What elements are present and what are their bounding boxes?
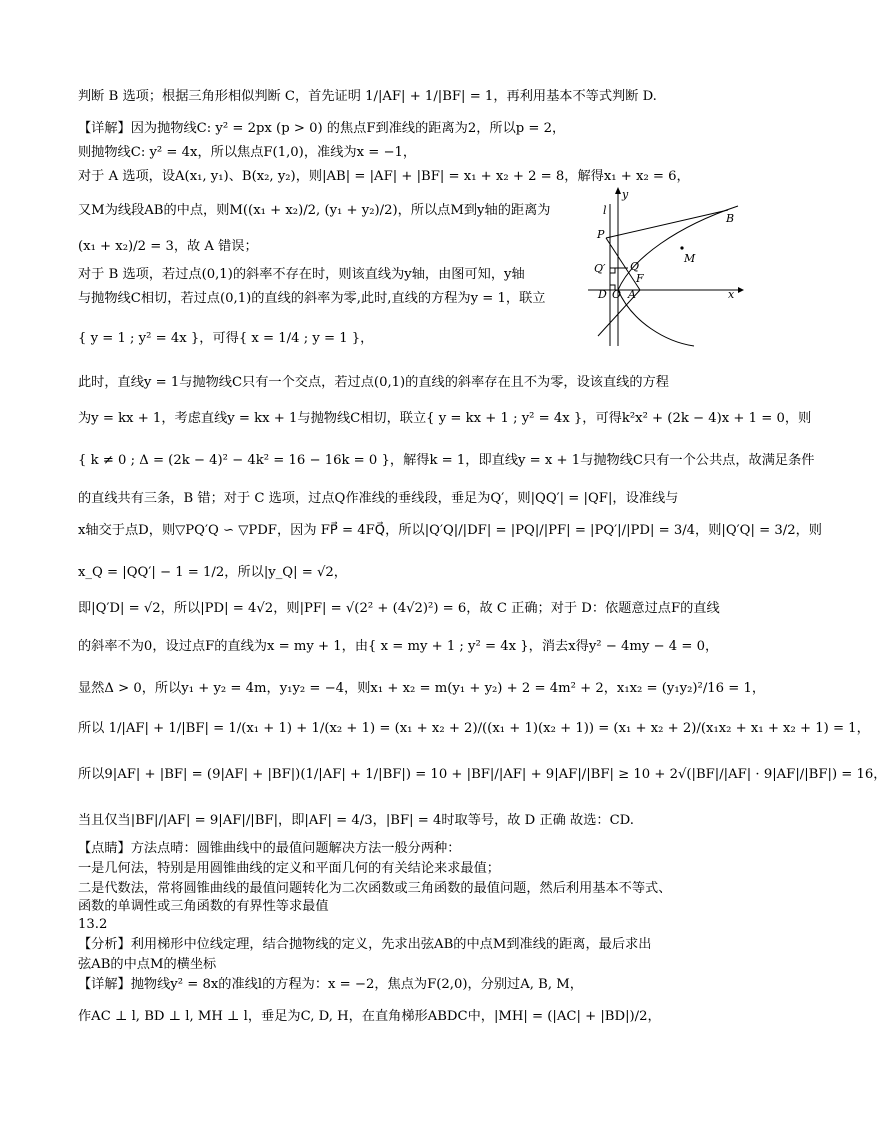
label-Qprime: Q′ [594,262,606,275]
line-PFB [606,210,728,238]
text-line-2: 【详解】因为抛物线C: y² = 2px (p > 0) 的焦点F到准线的距离为2，所以p = 2， [78,121,566,136]
text-line-13: 的直线共有三条，B 错；对于 C 选项，过点Q作准线的垂线段，垂足为Q′，则|QQ′| = |QF|，设准线与 [78,491,679,506]
point-M [680,246,683,249]
text-line-21: 当且仅当|BF|/|AF| = 9|AF|/|BF|，即|AF| = 4/3，|BF| = 4时取等号，故 D 正确 故选：CD. [78,813,634,828]
text-line-23: 一是几何法，特别是用圆锥曲线的定义和平面几何的有关结论来求最值； [78,861,500,876]
label-P: P [597,228,605,241]
label-Q: Q [630,260,640,273]
text-line-14: x轴交于点D，则▽PQ′Q ∽ ▽PDF，因为 FP⃗ = 4FQ⃗，所以|Q′Q|/|DF| = |PQ|/|PF| = |PQ′|/|PD| = 3/4，则|Q′Q| = 3/2，则 [78,523,822,538]
label-F: F [636,272,644,285]
label-y: y [622,188,629,201]
text-line-11: 为y = kx + 1，考虑直线y = kx + 1与抛物线C相切，联立{ y = kx + 1 ; y² = 4x }，可得k²x² + (2k − 4)x + 1 = 0，则 [78,411,812,426]
section-number: 13.2 [78,917,108,932]
text-line-25: 函数的单调性或三角函数的有界性等求最值 [78,899,329,914]
label-O: O [612,288,622,301]
text-line-22: 【点睛】方法点晴：圆锥曲线中的最值问题解决方法一般分两种： [78,841,461,856]
text-line-24: 二是代数法，常将圆锥曲线的最值问题转化为二次函数或三角函数的最值问题，然后利用基本不等式、 [78,881,672,896]
parabola-figure [588,186,748,346]
y-axis-arrow [615,187,621,194]
text-line-20: 所以9|AF| + |BF| = (9|AF| + |BF|)(1/|AF| + 1/|BF|) = 10 + |BF|/|AF| + 9|AF|/|BF| ≥ 10 + 2√(|BF|/|AF| · 9|AF|/|BF|) = 16， [78,767,887,782]
text-line-3: 则抛物线C: y² = 4x，所以焦点F(1,0)，准线为x = −1， [78,145,417,160]
text-line-8: 与抛物线C相切，若过点(0,1)的直线的斜率为零,此时,直线的方程为y = 1，联立 [78,291,546,306]
text-line-19: 所以 1/|AF| + 1/|BF| = 1/(x₁ + 1) + 1/(x₂ + 1) = (x₁ + x₂ + 2)/((x₁ + 1)(x₂ + 1)) = (x₁ + x₂ + 2)/(x₁x₂ + x₁ + x₂ + 1) = 1， [78,721,870,736]
label-A: A [628,288,636,301]
x-axis-arrow [738,287,744,293]
text-line-7: 对于 B 选项，若过点(0,1)的斜率不存在时，则该直线为y轴，由图可知，y轴 [78,267,525,282]
text-line-17: 的斜率不为0，设过点F的直线为x = my + 1，由{ x = my + 1 ; y² = 4x }，消去x得y² − 4my − 4 = 0， [78,639,719,654]
label-M: M [684,252,696,265]
label-D: D [598,288,607,301]
text-line-30: 作AC ⊥ l, BD ⊥ l, MH ⊥ l，垂足为C, D, H，在直角梯形ABDC中，|MH| = (|AC| + |BD|)/2， [78,1009,661,1024]
text-line-12: { k ≠ 0 ; Δ = (2k − 4)² − 4k² = 16 − 16k = 0 }，解得k = 1，即直线y = x + 1与抛物线C只有一个公共点，故满足条件 [78,453,815,468]
text-line-16: 即|Q′D| = √2，所以|PD| = 4√2，则|PF| = √(2² + (4√2)²) = 6，故 C 正确；对于 D：依题意过点F的直线 [78,601,720,616]
text-line-6: (x₁ + x₂)/2 = 3，故 A 错误； [78,239,258,254]
text-line-5: 又M为线段AB的中点，则M((x₁ + x₂)/2, (y₁ + y₂)/2)，所以点M到y轴的距离为 [78,203,551,218]
text-line-1: 判断 B 选项；根据三角形相似判断 C，首先证明 1/|AF| + 1/|BF| = 1，再利用基本不等式判断 D. [78,89,657,104]
right-angle-Qprime [610,268,615,273]
label-x: x [728,288,735,301]
label-l: l [603,204,607,217]
text-line-9: { y = 1 ; y² = 4x }，可得{ x = 1/4 ; y = 1 }， [78,331,374,346]
text-line-4: 对于 A 选项，设A(x₁, y₁)、B(x₂, y₂)，则|AB| = |AF| + |BF| = x₁ + x₂ + 2 = 8，解得x₁ + x₂ = 6， [78,169,690,184]
text-line-15: x_Q = |QQ′| − 1 = 1/2，所以|y_Q| = √2， [78,565,347,580]
text-line-29: 【详解】抛物线y² = 8x的准线l的方程为：x = −2，焦点为F(2,0)，分别过A, B, M， [78,977,583,992]
text-line-10: 此时，直线y = 1与抛物线C只有一个交点，若过点(0,1)的直线的斜率存在且不为零，设该直线的方程 [78,375,669,390]
text-line-27: 【分析】利用梯形中位线定理，结合抛物线的定义，先求出弦AB的中点M到准线的距离，最后求出 [78,937,652,952]
label-B: B [726,212,735,225]
text-line-28: 弦AB的中点M的横坐标 [78,957,217,972]
text-line-18: 显然Δ > 0，所以y₁ + y₂ = 4m，y₁y₂ = −4，则x₁ + x₂ = m(y₁ + y₂) + 2 = 4m² + 2，x₁x₂ = (y₁y₂)²/16 = 1， [78,681,766,696]
